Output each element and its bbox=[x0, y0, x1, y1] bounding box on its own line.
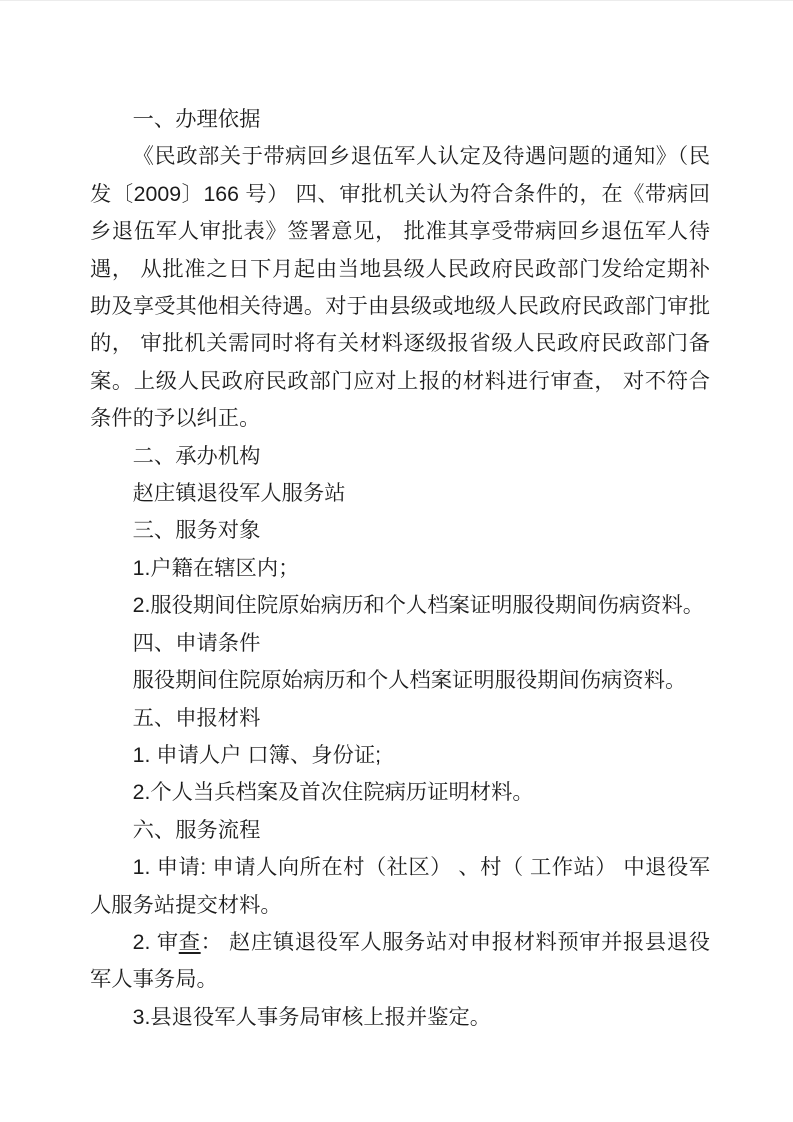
section-heading-3: 三、服务对象 bbox=[132, 518, 261, 543]
process-2-underlined-char: 查 bbox=[178, 929, 201, 954]
list-item-target-1: 1.户籍在辖区内； bbox=[132, 555, 300, 580]
list-item-material-2: 2.个人当兵档案及首次住院病历证明材料。 bbox=[132, 780, 534, 805]
list-item-process-1: 1. 申请: 申请人向所在村（社区） 、村（ 工作站） 中退役军人服务站提交材料。 bbox=[90, 855, 710, 917]
list-item-process-3: 3.县退役军人事务局审核上报并鉴定。 bbox=[132, 1004, 492, 1029]
section-heading-6: 六、服务流程 bbox=[132, 817, 261, 842]
section-heading-5: 五、申报材料 bbox=[132, 705, 261, 730]
section-heading-4: 四、申请条件 bbox=[132, 630, 261, 655]
list-item-material-1: 1. 申请人户 口簿、身份证; bbox=[132, 742, 382, 767]
paragraph-legal-basis: 《民政部关于带病回乡退伍军人认定及待遇问题的通知》（民发〔2009〕166 号） 四、审批机关认为符合条件的，在《带病回乡退伍军人审批表》签署意见， 批准其享受带病回乡退伍军人待遇， 从批准之日下月起由当地县级人民政府民政部门发给定期补助及享受其他相关待遇。对于由县级或地级人民政府民政部门审批的， 审批机关需同时将有关材料逐级报省级人民政府民政部门备案。上级人民政府民政部门应对上报的材料进行审查， 对不符合条件的予以纠正。 bbox=[90, 144, 710, 431]
paragraph-agency: 赵庄镇退役军人服务站 bbox=[132, 481, 346, 506]
process-2-text-before: 2. 审 bbox=[132, 929, 179, 954]
document-body bbox=[90, 101, 710, 1036]
section-heading-1: 一、办理依据 bbox=[132, 107, 261, 131]
list-item-target-2: 2.服役期间住院原始病历和个人档案证明服役期间伤病资料。 bbox=[132, 593, 705, 618]
section-heading-2: 二、承办机构 bbox=[132, 443, 261, 468]
paragraph-conditions: 服役期间住院原始病历和个人档案证明服役期间伤病资料。 bbox=[132, 668, 687, 693]
process-2-text-after: ： 赵庄镇退役军人服务站对申报材料预审并报县退役军人事务局。 bbox=[90, 929, 710, 992]
list-item-process-2 bbox=[90, 924, 710, 999]
